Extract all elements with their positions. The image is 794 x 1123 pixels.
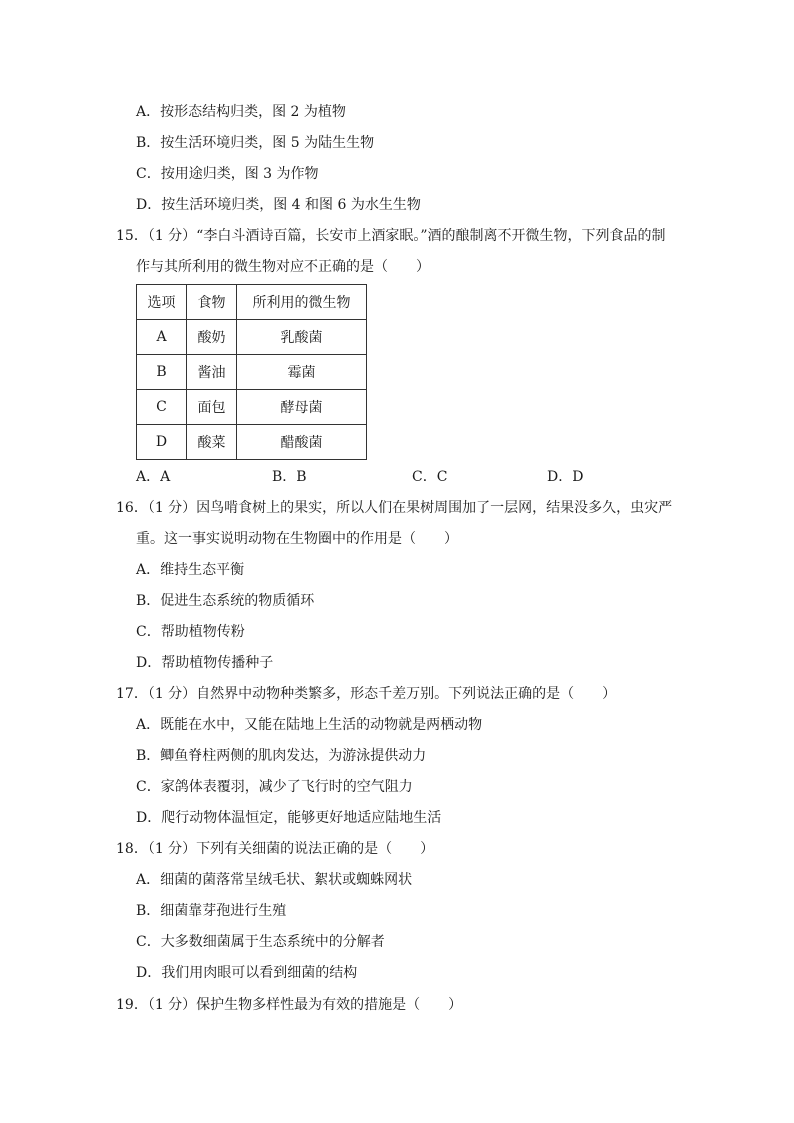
q15-choice-c: C．C bbox=[412, 469, 448, 485]
q16-option-a: A．维持生态平衡 bbox=[136, 562, 245, 578]
table-cell: D bbox=[137, 425, 187, 460]
q16-option-d: D．帮助植物传播种子 bbox=[136, 655, 274, 671]
table-cell: 酸奶 bbox=[187, 320, 237, 355]
table-header-cell: 食物 bbox=[187, 285, 237, 320]
table-cell: C bbox=[137, 390, 187, 425]
table-cell: 面包 bbox=[187, 390, 237, 425]
q15-stem-line2: 作与其所利用的微生物对应不正确的是（ ） bbox=[136, 259, 430, 275]
table-cell: 醋酸菌 bbox=[237, 425, 367, 460]
q14-option-d: D．按生活环境归类，图 4 和图 6 为水生生物 bbox=[136, 197, 421, 213]
q16-option-b: B．促进生态系统的物质循环 bbox=[136, 593, 315, 609]
q15-stem-line1: 15．（1 分）“李白斗酒诗百篇，长安市上酒家眠。”酒的酿制离不开微生物，下列食品的制 bbox=[116, 228, 666, 244]
q16-option-c: C．帮助植物传粉 bbox=[136, 624, 245, 640]
q18-option-d: D．我们用肉眼可以看到细菌的结构 bbox=[136, 965, 358, 981]
table-row bbox=[137, 320, 367, 355]
q14-option-b: B．按生活环境归类，图 5 为陆生生物 bbox=[136, 135, 375, 151]
q17-option-b: B．鲫鱼脊柱两侧的肌肉发达，为游泳提供动力 bbox=[136, 748, 427, 764]
q15-choice-d: D．D bbox=[547, 469, 584, 485]
q17-stem: 17．（1 分）自然界中动物种类繁多，形态千差万别。下列说法正确的是（ ） bbox=[116, 686, 617, 702]
q14-option-a: A．按形态结构归类，图 2 为植物 bbox=[136, 104, 346, 120]
q18-stem: 18．（1 分）下列有关细菌的说法正确的是（ ） bbox=[116, 841, 435, 857]
table-cell: 酸菜 bbox=[187, 425, 237, 460]
q17-option-d: D．爬行动物体温恒定，能够更好地适应陆地生活 bbox=[136, 810, 442, 826]
table-header-row bbox=[137, 285, 367, 320]
q18-option-c: C．大多数细菌属于生态系统中的分解者 bbox=[136, 934, 385, 950]
q18-option-a: A．细菌的菌落常呈绒毛状、絮状或蜘蛛网状 bbox=[136, 872, 413, 888]
q15-choice-b: B．B bbox=[272, 469, 307, 485]
table-row bbox=[137, 390, 367, 425]
table-cell: 霉菌 bbox=[237, 355, 367, 390]
table-cell: A bbox=[137, 320, 187, 355]
table-header-cell: 选项 bbox=[137, 285, 187, 320]
q15-table bbox=[136, 284, 367, 460]
table-cell: 酵母菌 bbox=[237, 390, 367, 425]
table-cell: 酱油 bbox=[187, 355, 237, 390]
table-cell: 乳酸菌 bbox=[237, 320, 367, 355]
q19-stem: 19．（1 分）保护生物多样性最为有效的措施是（ ） bbox=[116, 997, 463, 1013]
q18-option-b: B．细菌靠芽孢进行生殖 bbox=[136, 903, 287, 919]
table-cell: B bbox=[137, 355, 187, 390]
q16-stem-line2: 重。这一事实说明动物在生物圈中的作用是（ ） bbox=[136, 531, 458, 547]
q15-choice-a: A．A bbox=[136, 469, 171, 485]
q17-option-a: A．既能在水中，又能在陆地上生活的动物就是两栖动物 bbox=[136, 717, 483, 733]
table-row bbox=[137, 355, 367, 390]
table-row bbox=[137, 425, 367, 460]
q14-option-c: C．按用途归类，图 3 为作物 bbox=[136, 166, 319, 182]
q17-option-c: C．家鸽体表覆羽，减少了飞行时的空气阻力 bbox=[136, 779, 413, 795]
table-header-cell: 所利用的微生物 bbox=[237, 285, 367, 320]
q16-stem-line1: 16．（1 分）因鸟啃食树上的果实，所以人们在果树周围加了一层网，结果没多久，虫灾严 bbox=[116, 500, 673, 516]
